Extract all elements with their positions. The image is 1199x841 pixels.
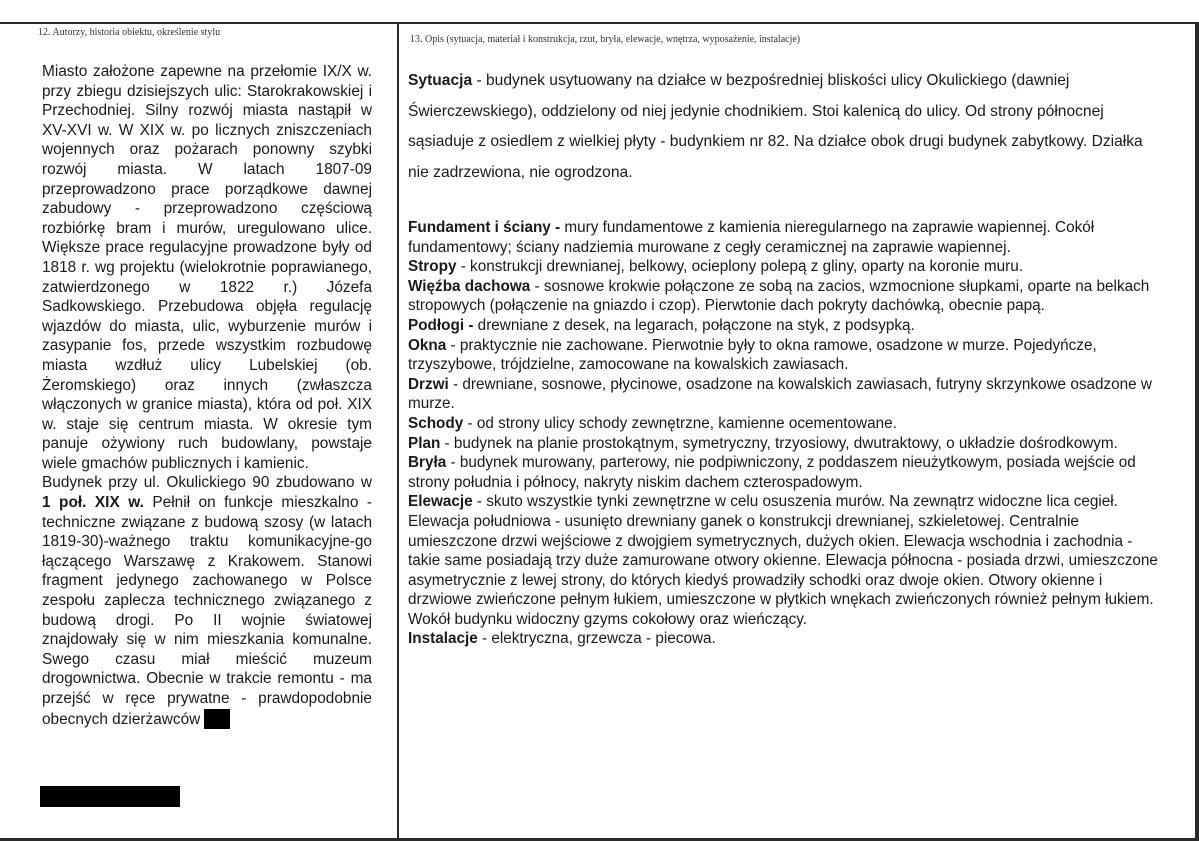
desc-label: Elewacje bbox=[408, 493, 473, 511]
desc-text: - od strony ulicy schody zewnętrzne, kamienne ocementowane. bbox=[463, 414, 897, 432]
desc-label: Drzwi bbox=[408, 375, 449, 393]
desc-text: drewniane z desek, na legarach, połączone na styk, z podsypką. bbox=[473, 316, 915, 334]
desc-item-wiezba bbox=[408, 277, 1158, 316]
desc-label: Fundament i ściany - bbox=[408, 219, 561, 236]
desc-text: - sosnowe krokwie połączone ze sobą na zacios, wzmocnione słupkami, oparte na belkach stropowych (połączenie na gniazdo i czop). Pierwtonie dach pokryty dachówką, obecnie papą. bbox=[408, 277, 1150, 315]
situation-text: - budynek usytuowany na działce w bezpośredniej bliskości ulicy Okulickiego (dawniej Świerczewskiego), oddzielony od niej jedynie chodnikiem. Stoi kalenicą do ulicy. Od strony północnej sąsiaduje z osiedlem z wielkiej płyty - budynkiem nr 82. Na działce obok drugi budynek zabytkowy. Działka nie zadrzewiona, nie ogrodzona. bbox=[408, 72, 1143, 181]
redaction-mark bbox=[204, 709, 230, 729]
desc-label: Okna bbox=[408, 336, 447, 354]
section-12-header: 12. Autorzy, historia obiektu, określenie stylu bbox=[38, 27, 221, 38]
desc-item-elewacje bbox=[408, 492, 1158, 629]
history-paragraph-2 bbox=[42, 473, 372, 729]
history-paragraph-1: Miasto założone zapewne na przełomie IX/X w. przy zbiegu dzisiejszych ulic: Starokrakowskiej i Przechodniej. Silny rozwój miasta nastąpił w XV-XVI w. W XIX w. po licznych zniszczeniach wojennych oraz pożarach ponowny szybki rozwój miasta. W latach 1807-09 przeprowadzono prace porządkowe dawnej zabudowy - przeprowadzono częściową rozbiórkę bram i murów, uregulowano ulice. Większe prace regulacyjne prowadzone były od 1818 r. wg projektu (wielokrotnie poprawianego, zatwierdzonego w 1822 r.) Józefa Sadkowskiego. Przebudowa objęła regulację wjazdów do miasta, ulic, wyburzenie murów i zasypanie fos, przede wszystkim rozbudowę miasta wzdłuż ulicy Lubelskiej (ob. Żeromskiego) oraz innych (zwłaszcza włączonych w granice miasta), która od poł. XIX w. staje się centrum miasta. W okresie tym panuje ożywiony ruch budowlany, powstaje wiele gmachów publicznych i kamienic. bbox=[42, 63, 372, 472]
desc-item-bryla bbox=[408, 453, 1158, 492]
desc-item-schody bbox=[408, 414, 1158, 434]
desc-label: Podłogi - bbox=[408, 316, 474, 334]
desc-text: - budynek na planie prostokątnym, symetryczny, trzyosiowy, dwutraktowy, o układzie dośrodkowym. bbox=[440, 434, 1118, 452]
situation-section bbox=[408, 66, 1158, 188]
redaction-block bbox=[40, 786, 180, 807]
history-p2-end: Pełnił on funkcje mieszkalno - techniczne związane z budową szosy (w latach 1819-30)-ważnego traktu komunikacyjne-go łączącego Warszawę z Krakowem. Stanowi fragment jedynego zachowanego w Polsce zespołu zaplecza technicznego związanego z budową drogi. Po II wojnie światowej znajdowały się w nim mieszkania komunalne. Swego czasu miał mieścić muzeum drogownictwa. Obecnie w trakcie remontu - ma przejść w ręce prywatne - prawdopodobnie obecnych dzierżawców bbox=[42, 494, 372, 728]
desc-label: Stropy bbox=[408, 258, 457, 276]
desc-label: Plan bbox=[408, 434, 441, 452]
desc-item-stropy bbox=[408, 257, 1158, 277]
situation-paragraph bbox=[408, 66, 1158, 188]
desc-text: - konstrukcji drewnianej, belkowy, ocieplony polepą z gliny, oparty na koronie muru. bbox=[456, 258, 1024, 276]
desc-item-instalacje bbox=[408, 629, 1158, 649]
column-divider bbox=[397, 22, 399, 841]
section-13-header: 13. Opis (sytuacja, materiał i konstrukcja, rzut, bryła, elewacje, wnętrza, wyposażenie, instalacje) bbox=[410, 34, 801, 45]
description-section bbox=[408, 218, 1158, 649]
right-border bbox=[1195, 22, 1199, 841]
desc-label: Schody bbox=[408, 414, 464, 432]
top-border-line bbox=[0, 22, 1199, 24]
desc-item-podlogi bbox=[408, 316, 1158, 336]
desc-text: - drewniane, sosnowe, płycinowe, osadzone na kowalskich zawiasach, futryny skrzynkowe osadzone w murze. bbox=[408, 375, 1152, 413]
desc-item-okna bbox=[408, 336, 1158, 375]
history-column bbox=[42, 62, 372, 729]
desc-item-fundament bbox=[408, 218, 1158, 257]
history-p2-date: 1 poł. XIX w. bbox=[42, 494, 144, 512]
desc-text: - elektryczna, grzewcza - piecowa. bbox=[477, 630, 716, 648]
situation-label: Sytuacja bbox=[408, 72, 473, 89]
desc-label: Bryła bbox=[408, 454, 447, 472]
desc-text: - budynek murowany, parterowy, nie podpiwniczony, z poddaszem nieużytkowym, posiada wejście od strony południa i północy, nakryty niskim dachem czterospadowym. bbox=[408, 454, 1136, 491]
desc-text: mury fundamentowe z kamienia nieregularnego na zaprawie wapiennej. Cokół fundamentowy; ściany nadziemia murowane z cegły ceramicznej na zaprawie wapiennej. bbox=[408, 219, 1095, 256]
desc-text: - skuto wszystkie tynki zewnętrzne w celu osuszenia murów. Na zewnątrz widoczne lica cegieł. Elewacja południowa - usunięto drewniany ganek o konstrukcji drewnianej, szkieletowej. Centralnie umieszczone drzwi wejściowe z dwojgiem symetrycznych, dużych okien. Elewacja wschodnia i zachodnia - takie same posiadają trzy duże zamurowane otwory okienne. Elewacja północna - posiada drzwi, umieszczone asymetrycznie z lewej strony, do których kiedyś prowadziły schodki oraz dwoje okien. Otwory okienne i drzwiowe zwieńczone pełnym łukiem, umieszczone w płytkich wnękach zwieńczonych również pełnym łukiem. Wokół budynku widoczny gzyms cokołowy oraz wieńczący. bbox=[408, 493, 1158, 628]
desc-item-drzwi bbox=[408, 375, 1158, 414]
desc-text: - praktycznie nie zachowane. Pierwotnie były to okna ramowe, osadzone w murze. Pojedyńcze, trzyszybowe, trójdzielne, zamocowane na kowalskich zawiasach. bbox=[408, 336, 1097, 374]
desc-item-plan bbox=[408, 434, 1158, 454]
history-p2-start: Budynek przy ul. Okulickiego 90 zbudowano w bbox=[42, 474, 372, 492]
desc-label: Więźba dachowa bbox=[408, 277, 531, 295]
desc-label: Instalacje bbox=[408, 630, 478, 648]
